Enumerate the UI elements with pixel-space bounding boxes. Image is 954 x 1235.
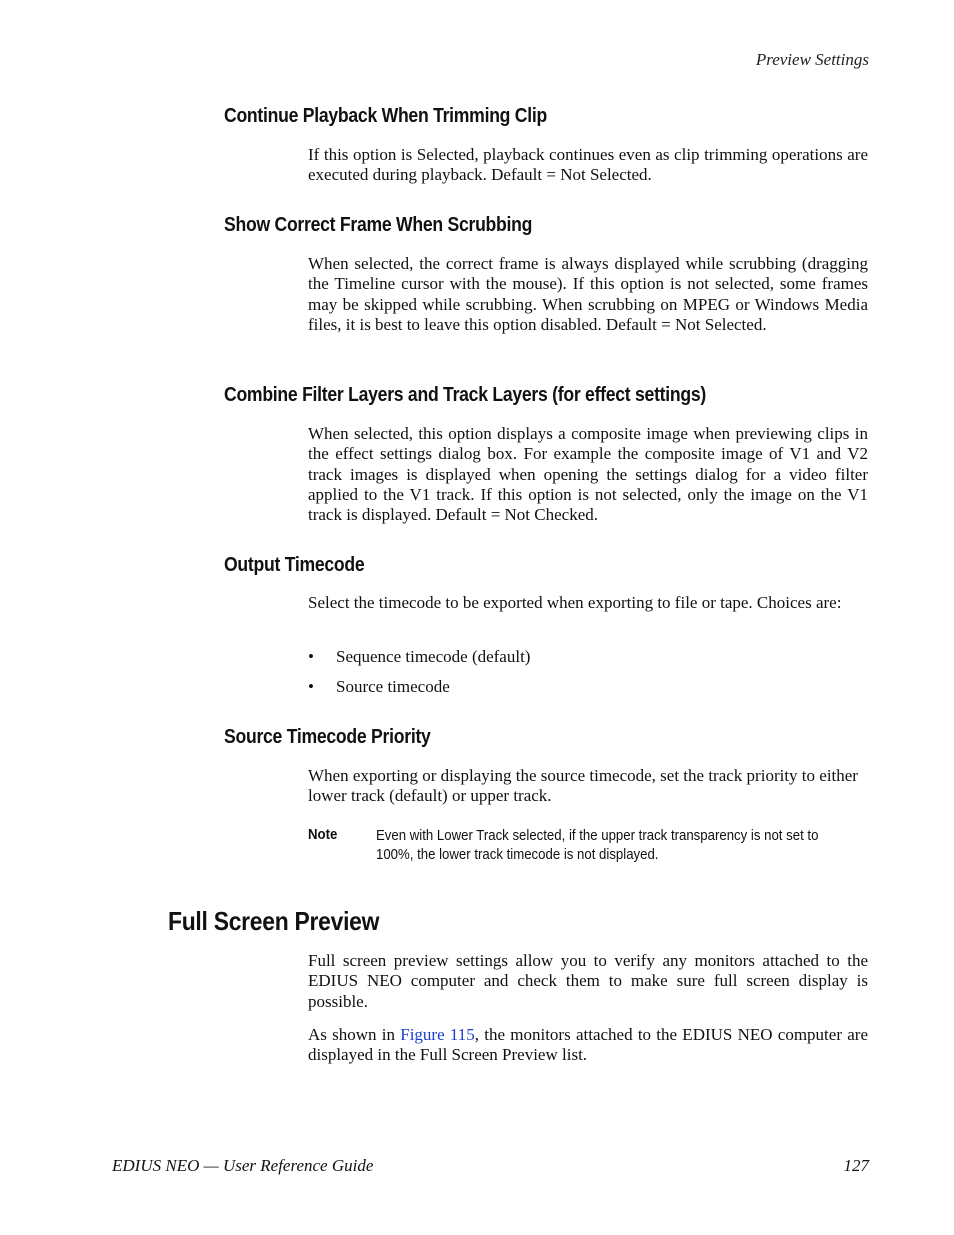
list-item-text: Sequence timecode (default) (336, 647, 531, 666)
footer-guide-title: EDIUS NEO — User Reference Guide (112, 1156, 374, 1175)
figure-115-link[interactable]: Figure 115 (400, 1025, 475, 1044)
heading-output-timecode: Output Timecode (224, 554, 365, 576)
list-item (308, 677, 450, 697)
list-item (308, 647, 530, 667)
text-segment: , the monitors attached to the EDIUS NEO computer are displayed in the Full Screen Preview list. (308, 1025, 868, 1065)
note-text: Even with Lower Track selected, if the upper track transparency is not set to 100%, the lower track timecode is not displayed. (376, 827, 819, 863)
list-item-text: Source timecode (336, 677, 450, 696)
page-number: 127 (843, 1156, 869, 1175)
heading-continue-playback: Continue Playback When Trimming Clip (224, 105, 547, 127)
paragraph-source-timecode-priority: When exporting or displaying the source timecode, set the track priority to either lower track (default) or upper track. (308, 766, 858, 806)
paragraph-continue-playback: If this option is Selected, playback continues even as clip trimming operations are executed during playback. Default = Not Selected. (308, 145, 868, 185)
bullet-marker: • (308, 647, 314, 666)
heading-show-correct-frame: Show Correct Frame When Scrubbing (224, 214, 533, 236)
paragraph-full-screen-preview: Full screen preview settings allow you to verify any monitors attached to the EDIUS NEO computer and check them to make sure full screen display is possible. (308, 951, 868, 1011)
paragraph-full-screen-preview-list (308, 1025, 868, 1066)
heading-source-timecode-priority: Source Timecode Priority (224, 726, 431, 748)
heading-combine-filter: Combine Filter Layers and Track Layers (for effect settings) (224, 384, 707, 406)
paragraph-show-correct-frame: When selected, the correct frame is always displayed while scrubbing (dragging the Timeline cursor with the mouse). If this option is not selected, some frames may be skipped while scrubbing. When scrubbing on MPEG or Windows Media files, it is best to leave this option disabled. Default = Not Selected. (308, 254, 868, 334)
bullet-marker: • (308, 677, 314, 696)
running-header: Preview Settings (755, 50, 869, 69)
note-label: Note (308, 826, 338, 843)
paragraph-output-timecode: Select the timecode to be exported when exporting to file or tape. Choices are: (308, 593, 842, 612)
heading-full-screen-preview: Full Screen Preview (168, 906, 380, 936)
paragraph-combine-filter: When selected, this option displays a composite image when previewing clips in the effect settings dialog box. For example the composite image of V1 and V2 track images is displayed when opening the settings dialog for a video filter applied to the V1 track. If this option is not selected, only the image on the V1 track is displayed. Default = Not Checked. (308, 424, 868, 525)
text-segment: As shown in (308, 1025, 401, 1044)
